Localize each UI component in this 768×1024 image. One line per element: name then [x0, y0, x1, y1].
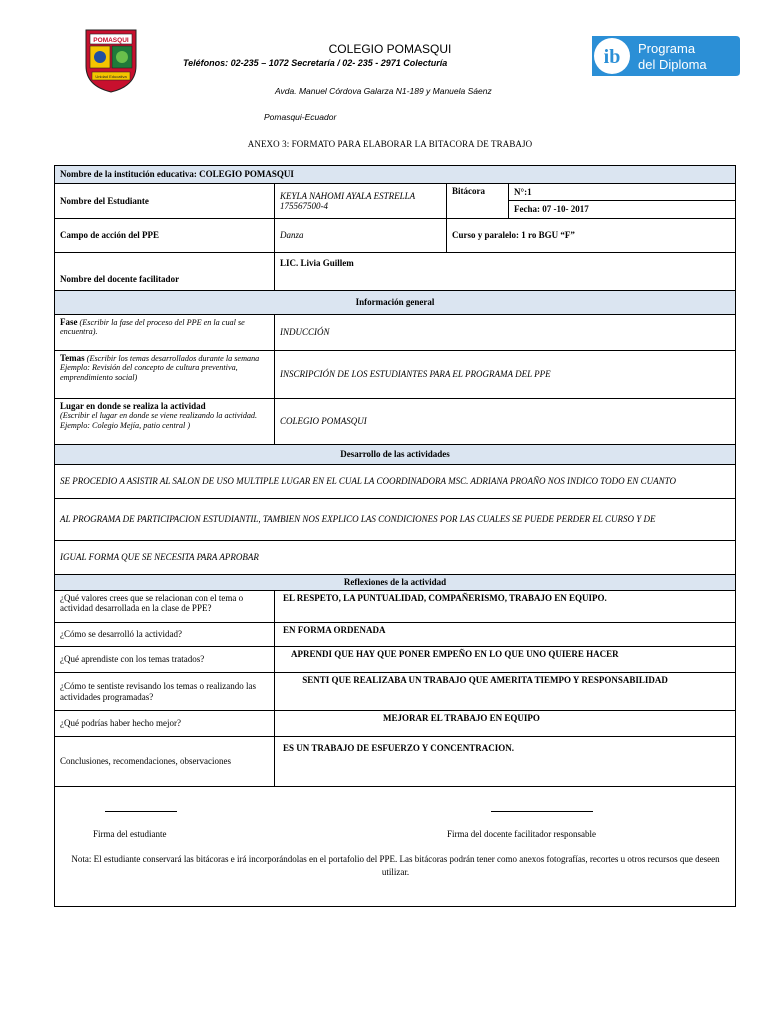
field-of-action-value: Danza: [275, 219, 447, 253]
school-name: COLEGIO POMASQUI: [328, 42, 452, 56]
reflection-answer: EN FORMA ORDENADA: [275, 623, 736, 647]
phase-value: INDUCCIÓN: [275, 315, 736, 351]
activity-line: IGUAL FORMA QUE SE NECESITA PARA APROBAR: [55, 541, 736, 575]
general-info-header: Información general: [55, 291, 736, 315]
school-address: Avda. Manuel Córdova Galarza N1-189 y Manuela Sáenz: [275, 86, 492, 96]
reflection-answer: MEJORAR EL TRABAJO EN EQUIPO: [275, 711, 736, 737]
phone-numbers: Teléfonos: 02-235 – 1072 Secretaría / 02- 235 - 2971 Colecturía: [183, 58, 448, 68]
ib-logo-line2: del Diploma: [638, 57, 707, 72]
signature-block: [55, 787, 736, 907]
reflection-question: ¿Cómo te sentiste revisando los temas o realizando las actividades programadas?: [55, 673, 275, 711]
logbook-date: Fecha: 07 -10- 2017: [509, 201, 736, 219]
field-of-action-label: Campo de acción del PPE: [55, 219, 275, 253]
activity-line: SE PROCEDIO A ASISTIR AL SALON DE USO MULTIPLE LUGAR EN EL CUAL LA COORDINADORA MSC. ADRIANA PROAÑO NOS INDICO TODO EN CUANTO: [55, 465, 736, 499]
teacher-value: LIC. Livia Guillem: [275, 253, 736, 291]
place-hint: (Escribir el lugar en donde se viene realizando la actividad. Ejemplo: Colegio Mejía, patio central ): [60, 411, 258, 430]
phase-label: Fase: [60, 317, 78, 327]
topics-hint: (Escribir los temas desarrollados durante la semana Ejemplo: Revisión del concepto de cultura preventiva, emprendimiento social): [60, 354, 260, 382]
crest-banner-text: POMASQUI: [93, 37, 129, 44]
annex-title: ANEXO 3: FORMATO PARA ELABORAR LA BITACORA DE TRABAJO: [247, 139, 533, 149]
reflection-question: Conclusiones, recomendaciones, observaciones: [55, 737, 275, 787]
school-crest-logo: [82, 26, 140, 94]
reflection-answer: APRENDI QUE HAY QUE PONER EMPEÑO EN LO QUE UNO QUIERE HACER: [275, 647, 736, 673]
place-label-cell: [55, 399, 275, 445]
logbook-form: [54, 165, 736, 907]
reflection-answer: SENTI QUE REALIZABA UN TRABAJO QUE AMERITA TIEMPO Y RESPONSABILIDAD: [275, 673, 736, 711]
teacher-signature-line: [491, 811, 593, 812]
bitacora-label: Bitácora: [447, 184, 509, 219]
reflection-answer: EL RESPETO, LA PUNTUALIDAD, COMPAÑERISMO, TRABAJO EN EQUIPO.: [275, 591, 736, 623]
ib-diploma-logo: [590, 34, 740, 78]
reflection-question: ¿Qué valores crees que se relacionan con el tema o actividad desarrollada en la clase de PPE?: [55, 591, 275, 623]
activities-header: Desarrollo de las actividades: [55, 445, 736, 465]
reflection-question: ¿Qué aprendiste con los temas tratados?: [55, 647, 275, 673]
ib-logo-line1: Programa: [638, 41, 696, 56]
phase-label-cell: [55, 315, 275, 351]
reflection-answer: ES UN TRABAJO DE ESFUERZO Y CONCENTRACION.: [275, 737, 736, 787]
crest-motto-text: Unidad Educativa: [95, 74, 127, 79]
topics-label: Temas: [60, 353, 85, 363]
footnote: Nota: El estudiante conservará las bitácoras e irá incorporándolas en el portafolio del PPE. Las bitácoras podrán tener como anexos fotografías, recortes u otros recursos que deseen utilizar.: [71, 854, 720, 878]
activity-line: AL PROGRAMA DE PARTICIPACION ESTUDIANTIL, TAMBIEN NOS EXPLICO LAS CONDICIONES POR LAS CUALES SE PUEDE PERDER EL CURSO Y DE: [55, 499, 736, 541]
phase-hint: (Escribir la fase del proceso del PPE en la cual se encuentra).: [60, 318, 245, 337]
institution-row: Nombre de la institución educativa: COLEGIO POMASQUI: [55, 166, 736, 184]
student-name-label: Nombre del Estudiante: [55, 184, 275, 219]
course-section: Curso y paralelo: 1 ro BGU “F”: [447, 219, 736, 253]
place-value: COLEGIO POMASQUI: [275, 399, 736, 445]
teacher-label: Nombre del docente facilitador: [55, 253, 275, 291]
reflections-header: Reflexiones de la actividad: [55, 575, 736, 591]
reflection-question: ¿Qué podrías haber hecho mejor?: [55, 711, 275, 737]
ib-logo-letters: ib: [603, 46, 621, 68]
bitacora-number: N°:1: [509, 184, 736, 201]
student-signature-label: Firma del estudiante: [93, 829, 167, 839]
student-name-value: KEYLA NAHOMI AYALA ESTRELLA 175567500-4: [275, 184, 447, 219]
student-signature-line: [105, 811, 177, 812]
school-city: Pomasqui-Ecuador: [264, 112, 337, 122]
place-label: Lugar en donde se realiza la actividad: [60, 401, 206, 411]
teacher-signature-label: Firma del docente facilitador responsable: [447, 829, 596, 839]
topics-label-cell: [55, 351, 275, 399]
reflection-question: ¿Cómo se desarrolló la actividad?: [55, 623, 275, 647]
topics-value: INSCRIPCIÓN DE LOS ESTUDIANTES PARA EL PROGRAMA DEL PPE: [275, 351, 736, 399]
